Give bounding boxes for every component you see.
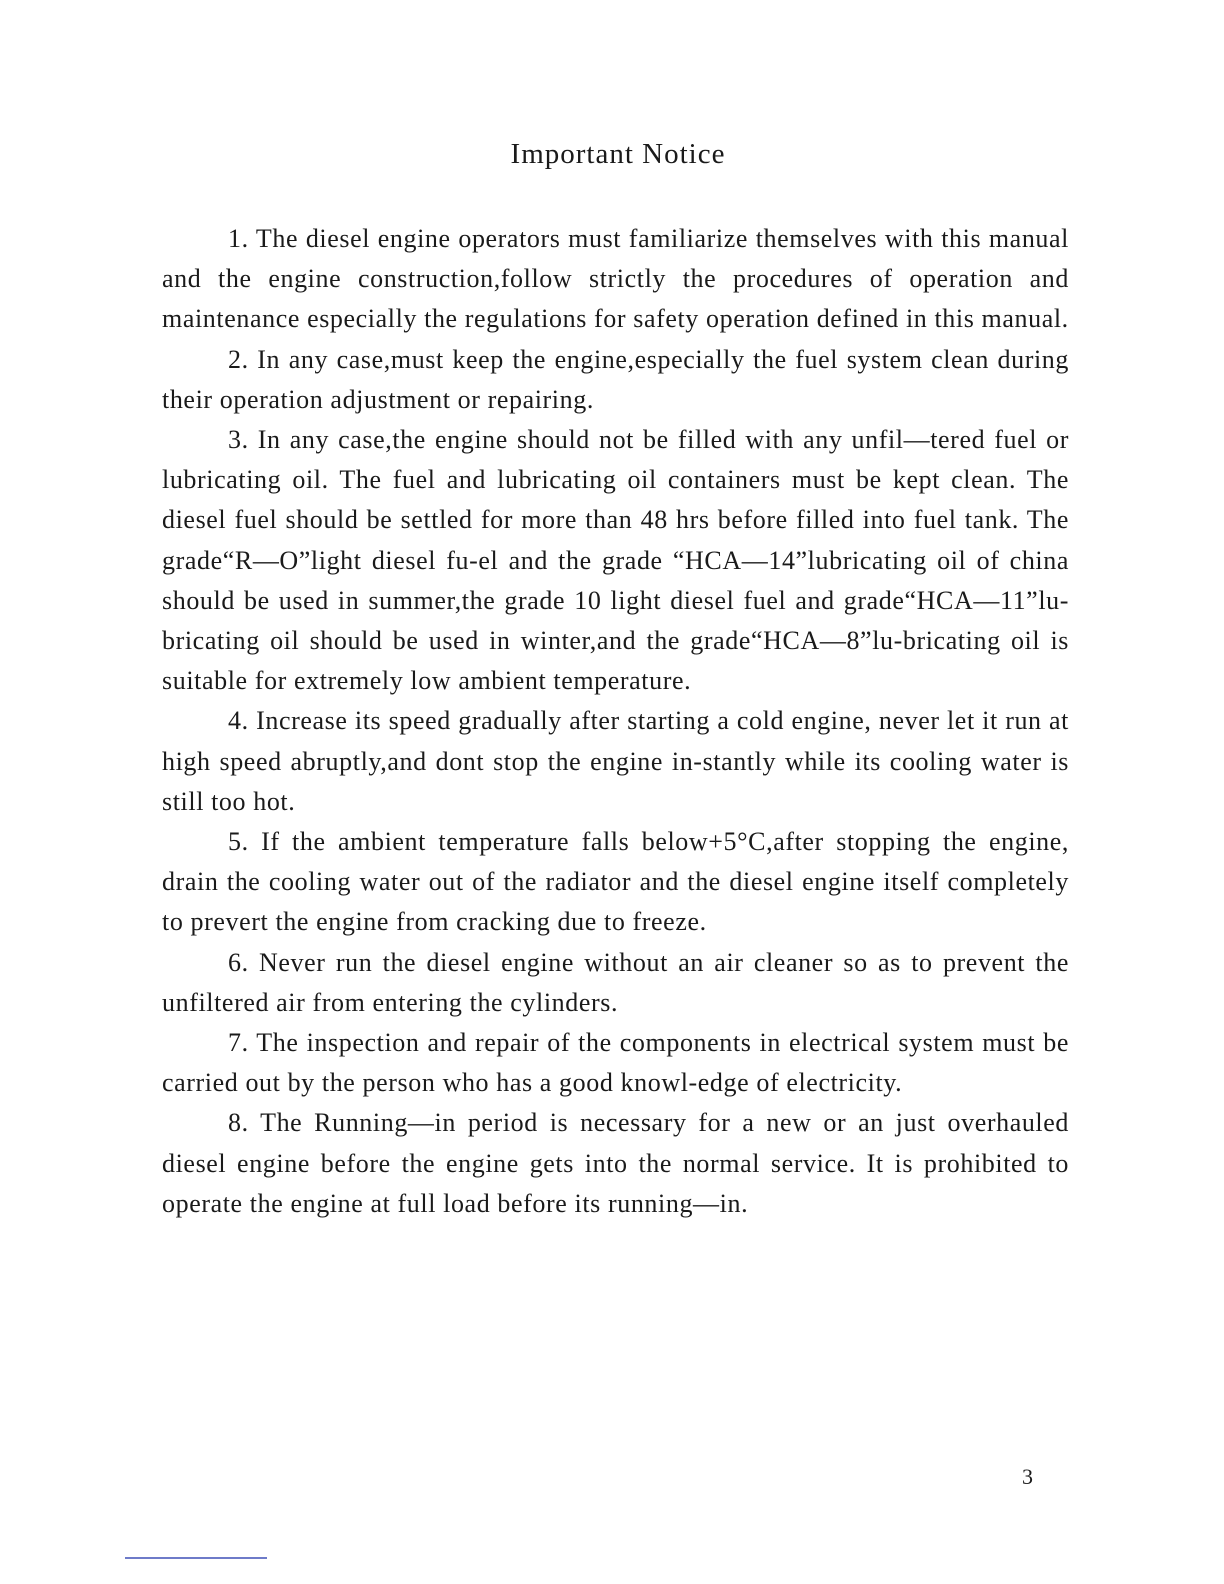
- notice-item-7: 7. The inspection and repair of the components in electrical system must be carried out by the person who has a good knowl-edge of electricity.: [162, 1028, 1069, 1098]
- notice-item-3: 3. In any case,the engine should not be filled with any unfil—tered fuel or lubricating oil. The fuel and lubricating oil containers must be kept clean. The diesel fuel should be settled for more than 48 hrs before filled into fuel tank. The grade“R—O”light diesel fu-el and the grade “HCA—14”lubricating oil of china should be used in summer,the grade 10 light diesel fuel and grade“HCA—11”lu-bricating oil should be used in winter,and the grade“HCA—8”lu-bricating oil is suitable for extremely low ambient temperature.: [162, 425, 1069, 696]
- notice-item-8: 8. The Running—in period is necessary for a new or an just overhauled diesel engine before the engine gets into the normal service. It is prohibited to operate the engine at full load before its running—in.: [162, 1108, 1069, 1218]
- notice-list: [162, 219, 1069, 1224]
- notice-item-1: 1. The diesel engine operators must familiarize themselves with this manual and the engine construction,follow strictly the procedures of operation and maintenance especially the regulations for safety operation defined in this manual.: [162, 224, 1069, 334]
- notice-item-6: 6. Never run the diesel engine without an air cleaner so as to prevent the unfiltered air from entering the cylinders.: [162, 947, 1069, 1017]
- scan-edge-line: [125, 1557, 267, 1559]
- notice-item-5: 5. If the ambient temperature falls below+5°C,after stopping the engine, drain the cooling water out of the radiator and the diesel engine itself completely to prevert the engine from cracking due to freeze.: [162, 827, 1069, 937]
- page-number: 3: [1022, 1464, 1033, 1489]
- notice-item-2: 2. In any case,must keep the engine,especially the fuel system clean during their operation adjustment or repairing.: [162, 344, 1069, 414]
- notice-item-4: 4. Increase its speed gradually after starting a cold engine, never let it run at high speed abruptly,and dont stop the engine in-stantly while its cooling water is still too hot.: [162, 706, 1069, 816]
- page-title: Important Notice: [510, 138, 726, 170]
